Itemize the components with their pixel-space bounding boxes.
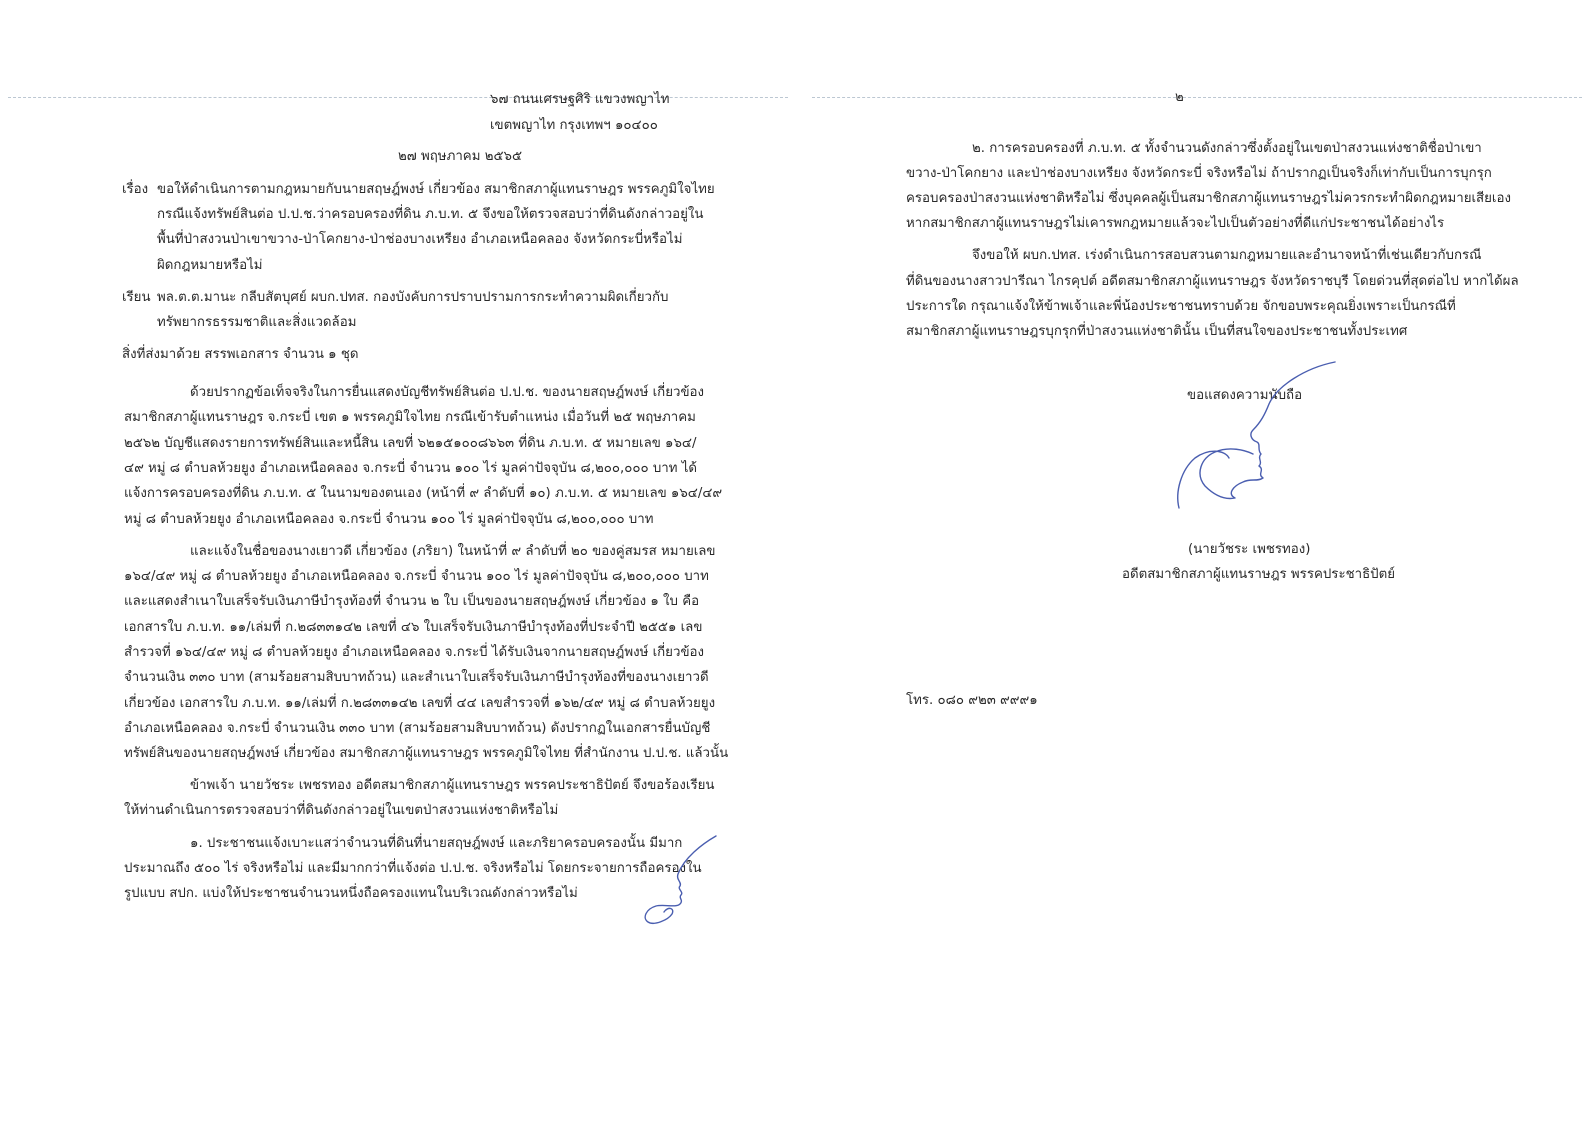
paragraph-line: ครอบครองป่าสงวนแห่งชาติหรือไม่ ซึ่งบุคคลผู้เป็นสมาชิกสภาผู้แทนราษฎรไม่ควรกระทำผิดกฎหมายเสียเอง <box>906 191 1511 206</box>
paragraph-line: เกี่ยวข้อง เอกสารใบ ภ.บ.ท. ๑๑/เล่มที่ ก.๒๘๓๓๑๔๒ เลขที่ ๔๔ เลขสำรวจที่ ๑๖๒/๔๙ หมู่ ๘ ตำบลห้วยยูง <box>124 696 716 711</box>
paragraph-line: และแสดงสำเนาใบเสร็จรับเงินภาษีบำรุงท้องที่ จำนวน ๒ ใบ เป็นของนายสฤษฎ์พงษ์ เกี่ยวข้อง ๑ ใบ คือ <box>124 594 700 609</box>
paragraph-line: ประการใด กรุณาแจ้งให้ข้าพเจ้าและพี่น้องประชาชนทราบด้วย จักขอบพระคุณยิ่งเพราะเป็นกรณีที่ <box>906 299 1456 314</box>
paragraph-line: ประมาณถึง ๕๐๐ ไร่ จริงหรือไม่ และมีมากกว่าที่แจ้งต่อ ป.ป.ช. จริงหรือไม่ โดยกระจายการถือครองใน <box>124 861 702 876</box>
subject-line: พื้นที่ป่าสงวนป่าเขาขวาง-ป่าโคกยาง-ป่าช่องบางเหรียง อำเภอเหนือคลอง จังหวัดกระบี่หรือไม่ <box>157 232 683 247</box>
letter-date: ๒๗ พฤษภาคม ๒๕๖๕ <box>398 149 523 164</box>
paragraph-line: ๑๖๔/๔๙ หมู่ ๘ ตำบลห้วยยูง อำเภอเหนือคลอง จ.กระบี่ จำนวน ๑๐๐ ไร่ มูลค่าปัจจุบัน ๘,๒๐๐,๐๐๐ บาท <box>124 569 709 584</box>
closing-phrase: ขอแสดงความนับถือ <box>1187 388 1303 403</box>
paragraph-line: หมู่ ๘ ตำบลห้วยยูง อำเภอเหนือคลอง จ.กระบี่ จำนวน ๑๐๐ ไร่ มูลค่าปัจจุบัน ๘,๒๐๐,๐๐๐ บาท <box>124 512 654 527</box>
page-number: ๒ <box>1175 90 1184 105</box>
paragraph-line: แจ้งการครอบครองที่ดิน ภ.บ.ท. ๕ ในนามของตนเอง (หน้าที่ ๙ ลำดับที่ ๑๐) ภ.บ.ท. ๕ หมายเลข ๑๖๔/๔๙ <box>124 486 723 501</box>
subject-line: ผิดกฎหมายหรือไม่ <box>157 258 263 273</box>
addressee-line: พล.ต.ต.มานะ กลีบสัตบุศย์ ผบก.ปทส. กองบังคับการปราบปรามการกระทำความผิดเกี่ยวกับ <box>157 290 669 305</box>
signer-title: อดีตสมาชิกสภาผู้แทนราษฎร พรรคประชาธิปัตย์ <box>1122 567 1396 582</box>
sender-address-line-1: ๖๗ ถนนเศรษฐศิริ แขวงพญาไท <box>490 92 670 107</box>
addressee-label: เรียน <box>122 290 151 305</box>
paragraph-line: และแจ้งในชื่อของนางเยาวดี เกี่ยวข้อง (ภริยา) ในหน้าที่ ๙ ลำดับที่ ๒๐ ของคู่สมรส หมายเลข <box>190 544 716 559</box>
subject-line: ขอให้ดำเนินการตามกฎหมายกับนายสฤษฎ์พงษ์ เกี่ยวข้อง สมาชิกสภาผู้แทนราษฎร พรรคภูมิใจไทย <box>157 182 715 197</box>
phone-number: โทร. ๐๘๐ ๙๒๓ ๙๙๙๑ <box>906 693 1038 708</box>
subject-label: เรื่อง <box>122 182 149 197</box>
paragraph-line: ๑. ประชาชนแจ้งเบาะแสว่าจำนวนที่ดินที่นายสฤษฎ์พงษ์ และภริยาครอบครองนั้น มีมาก <box>190 836 683 851</box>
paragraph-line: รูปแบบ สปก. แบ่งให้ประชาชนจำนวนหนึ่งถือครองแทนในบริเวณดังกล่าวหรือไม่ <box>124 886 578 901</box>
page-fold-line <box>8 97 788 98</box>
paragraph-line: ๒๕๖๒ บัญชีแสดงรายการทรัพย์สินและหนี้สิน เลขที่ ๖๒๑๕๑๐๐๘๖๖๓ ที่ดิน ภ.บ.ท. ๕ หมายเลข ๑๖๔/ <box>124 436 697 451</box>
enclosure-line: สิ่งที่ส่งมาด้วย สรรพเอกสาร จำนวน ๑ ชุด <box>122 347 359 362</box>
page-fold-line <box>812 97 1582 98</box>
paragraph-line: จึงขอให้ ผบก.ปทส. เร่งดำเนินการสอบสวนตามกฎหมายและอำนาจหน้าที่เช่นเดียวกับกรณี <box>972 248 1482 263</box>
paragraph-line: สำรวจที่ ๑๖๔/๔๙ หมู่ ๘ ตำบลห้วยยูง อำเภอเหนือคลอง จ.กระบี่ ได้รับเงินจากนายสฤษฎ์พงษ์ เกี่ยวข้อง <box>124 645 705 660</box>
paragraph-line: ข้าพเจ้า นายวัชระ เพชรทอง อดีตสมาชิกสภาผู้แทนราษฎร พรรคประชาธิปัตย์ จึงขอร้องเรียน <box>190 778 715 793</box>
paragraph-line: ขวาง-ป่าโคกยาง และป่าช่องบางเหรียง จังหวัดกระบี่ จริงหรือไม่ ถ้าปรากฏเป็นจริงก็เท่ากับเป็นการบุกรุก <box>906 166 1492 181</box>
paragraph-line: เอกสารใบ ภ.บ.ท. ๑๑/เล่มที่ ก.๒๘๓๓๑๔๒ เลขที่ ๔๖ ใบเสร็จรับเงินภาษีบำรุงท้องที่ประจำปี ๒๕๕๑ เลข <box>124 620 703 635</box>
signer-name: (นายวัชระ เพชรทอง) <box>1188 542 1311 557</box>
paragraph-line: สมาชิกสภาผู้แทนราษฎร จ.กระบี่ เขต ๑ พรรคภูมิใจไทย กรณีเข้ารับตำแหน่ง เมื่อวันที่ ๒๕ พฤษภาคม <box>124 410 696 425</box>
paragraph-line: หากสมาชิกสภาผู้แทนราษฎรไม่เคารพกฎหมายแล้วจะไปเป็นตัวอย่างที่ดีแก่ประชาชนได้อย่างไร <box>906 216 1445 231</box>
letter-page-2 <box>795 0 1590 1125</box>
subject-line: กรณีแจ้งทรัพย์สินต่อ ป.ป.ช.ว่าครอบครองที่ดิน ภ.บ.ท. ๕ จึงขอให้ตรวจสอบว่าที่ดินดังกล่าวอยู่ใน <box>157 207 704 222</box>
paragraph-line: ๔๙ หมู่ ๘ ตำบลห้วยยูง อำเภอเหนือคลอง จ.กระบี่ จำนวน ๑๐๐ ไร่ มูลค่าปัจจุบัน ๘,๒๐๐,๐๐๐ บาท ได้ <box>124 461 698 476</box>
handwritten-signature <box>1165 358 1345 528</box>
paragraph-line: ทรัพย์สินของนายสฤษฎ์พงษ์ เกี่ยวข้อง สมาชิกสภาผู้แทนราษฎร พรรคภูมิใจไทย ที่สำนักงาน ป.ป.ช. แล้วนั้น <box>124 746 729 761</box>
paragraph-line: อำเภอเหนือคลอง จ.กระบี่ จำนวนเงิน ๓๓๐ บาท (สามร้อยสามสิบบาทถ้วน) ดังปรากฏในเอกสารยื่นบัญชี <box>124 721 711 736</box>
addressee-line: ทรัพยากรธรรมชาติและสิ่งแวดล้อม <box>157 315 357 330</box>
paragraph-line: จำนวนเงิน ๓๓๐ บาท (สามร้อยสามสิบบาทถ้วน) และสำเนาใบเสร็จรับเงินภาษีบำรุงท้องที่ของนางเยาวดี <box>124 670 709 685</box>
paragraph-line: ให้ท่านดำเนินการตรวจสอบว่าที่ดินดังกล่าวอยู่ในเขตป่าสงวนแห่งชาติหรือไม่ <box>124 803 559 818</box>
paragraph-line: สมาชิกสภาผู้แทนราษฎรบุกรุกที่ป่าสงวนแห่งชาตินั้น เป็นที่สนใจของประชาชนทั้งประเทศ <box>906 324 1408 339</box>
paragraph-line: ด้วยปรากฏข้อเท็จจริงในการยื่นแสดงบัญชีทรัพย์สินต่อ ป.ป.ช. ของนายสฤษฎ์พงษ์ เกี่ยวข้อง <box>190 385 705 400</box>
initials-signature-mark <box>636 832 726 932</box>
paragraph-line: ที่ดินของนางสาวปารีณา ไกรคุปต์ อดีตสมาชิกสภาผู้แทนราษฎร จังหวัดราชบุรี โดยด่วนที่สุดต่อไป หากได้ผล <box>906 274 1519 289</box>
paragraph-line: ๒. การครอบครองที่ ภ.บ.ท. ๕ ทั้งจำนวนดังกล่าวซึ่งตั้งอยู่ในเขตป่าสงวนแห่งชาติชื่อป่าเขา <box>972 141 1482 156</box>
sender-address-line-2: เขตพญาไท กรุงเทพฯ ๑๐๔๐๐ <box>490 118 658 133</box>
